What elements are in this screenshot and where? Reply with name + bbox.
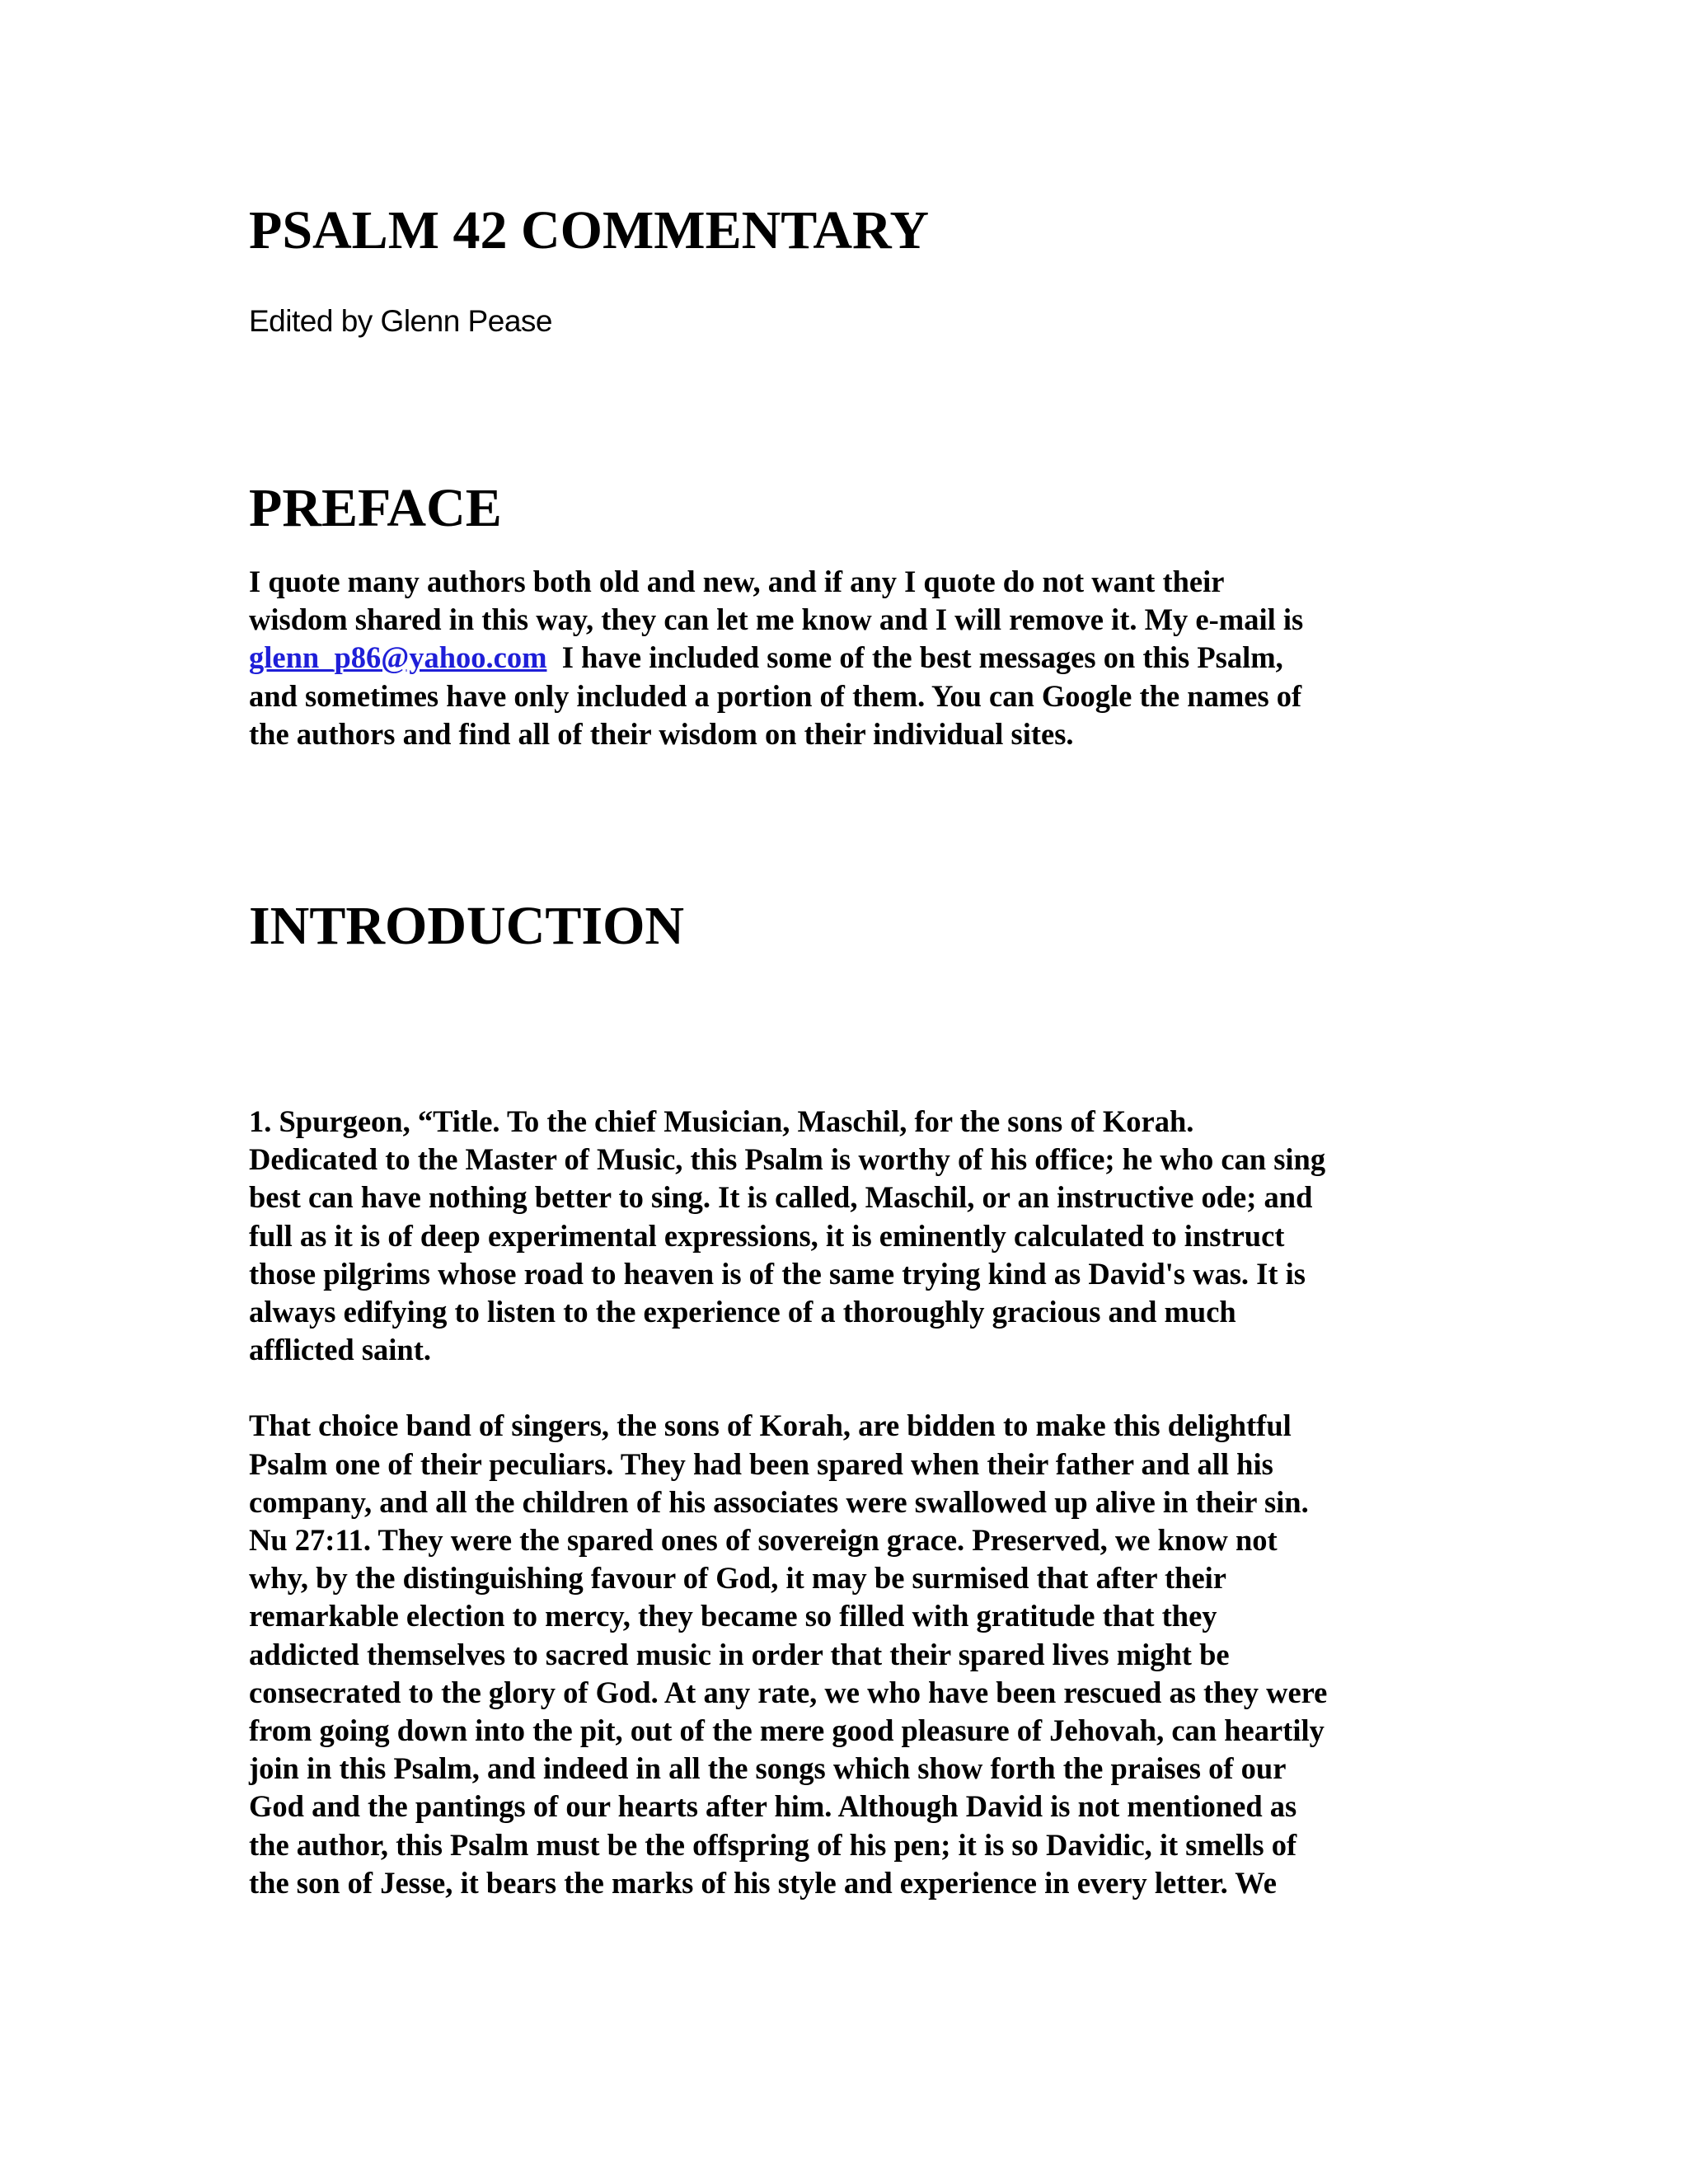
paragraph-line: Nu 27:11. They were the spared ones of sovereign grace. Preserved, we know not	[249, 1523, 1278, 1558]
paragraph-line: from going down into the pit, out of the mere good pleasure of Jehovah, can heartily	[249, 1713, 1325, 1748]
page-content	[249, 198, 1452, 1902]
preface-line: and sometimes have only included a portion of them. You can Google the names of	[249, 678, 1302, 713]
paragraph-line: That choice band of singers, the sons of Korah, are bidden to make this delightful	[249, 1408, 1292, 1443]
introduction-heading: INTRODUCTION	[249, 896, 685, 957]
paragraph-line: full as it is of deep experimental expressions, it is eminently calculated to instruct	[249, 1218, 1285, 1253]
preface-line	[249, 639, 1452, 677]
preface-paragraph	[249, 563, 1452, 753]
paragraph-line: 1. Spurgeon, “Title. To the chief Musician, Maschil, for the sons of Korah.	[249, 1104, 1194, 1139]
preface-line: wisdom shared in this way, they can let me know and I will remove it. My e-mail is	[249, 602, 1304, 637]
preface-heading: PREFACE	[249, 478, 502, 538]
preface-line: I quote many authors both old and new, and if any I quote do not want their	[249, 565, 1225, 598]
paragraph-line: best can have nothing better to sing. It is called, Maschil, or an instructive ode; and	[249, 1180, 1313, 1215]
paragraph-line: addicted themselves to sacred music in order that their spared lives might be	[249, 1637, 1230, 1671]
introduction-paragraph-2	[249, 1407, 1452, 1902]
paragraph-line: Dedicated to the Master of Music, this Psalm is worthy of his office; he who can sing	[249, 1142, 1326, 1177]
preface-line-text: I have included some of the best messages on this Psalm,	[546, 640, 1283, 675]
paragraph-line: afflicted saint.	[249, 1333, 431, 1367]
paragraph-line: why, by the distinguishing favour of God, it may be surmised that after their	[249, 1561, 1227, 1596]
paragraph-line: Psalm one of their peculiars. They had been spared when their father and all his	[249, 1446, 1273, 1481]
introduction-paragraph-1	[249, 1103, 1452, 1369]
paragraph-line: consecrated to the glory of God. At any rate, we who have been rescued as they were	[249, 1675, 1328, 1709]
paragraph-line: always edifying to listen to the experience of a thoroughly gracious and much	[249, 1295, 1236, 1329]
preface-line: the authors and find all of their wisdom on their individual sites.	[249, 716, 1074, 751]
editor-byline: Edited by Glenn Pease	[249, 304, 552, 338]
paragraph-line: God and the pantings of our hearts after him. Although David is not mentioned as	[249, 1789, 1297, 1824]
document-title: PSALM 42 COMMENTARY	[249, 200, 930, 260]
paragraph-line: those pilgrims whose road to heaven is of the same trying kind as David's was. It is	[249, 1256, 1306, 1291]
paragraph-line: company, and all the children of his associates were swallowed up alive in their sin.	[249, 1484, 1309, 1519]
paragraph-line: the son of Jesse, it bears the marks of his style and experience in every letter. We	[249, 1865, 1277, 1900]
paragraph-line: remarkable election to mercy, they became so filled with gratitude that they	[249, 1599, 1217, 1633]
paragraph-line: join in this Psalm, and indeed in all the songs which show forth the praises of our	[249, 1751, 1287, 1786]
email-link[interactable]: glenn_p86@yahoo.com	[249, 640, 547, 675]
paragraph-line: the author, this Psalm must be the offspring of his pen; it is so Davidic, it smells of	[249, 1827, 1297, 1862]
